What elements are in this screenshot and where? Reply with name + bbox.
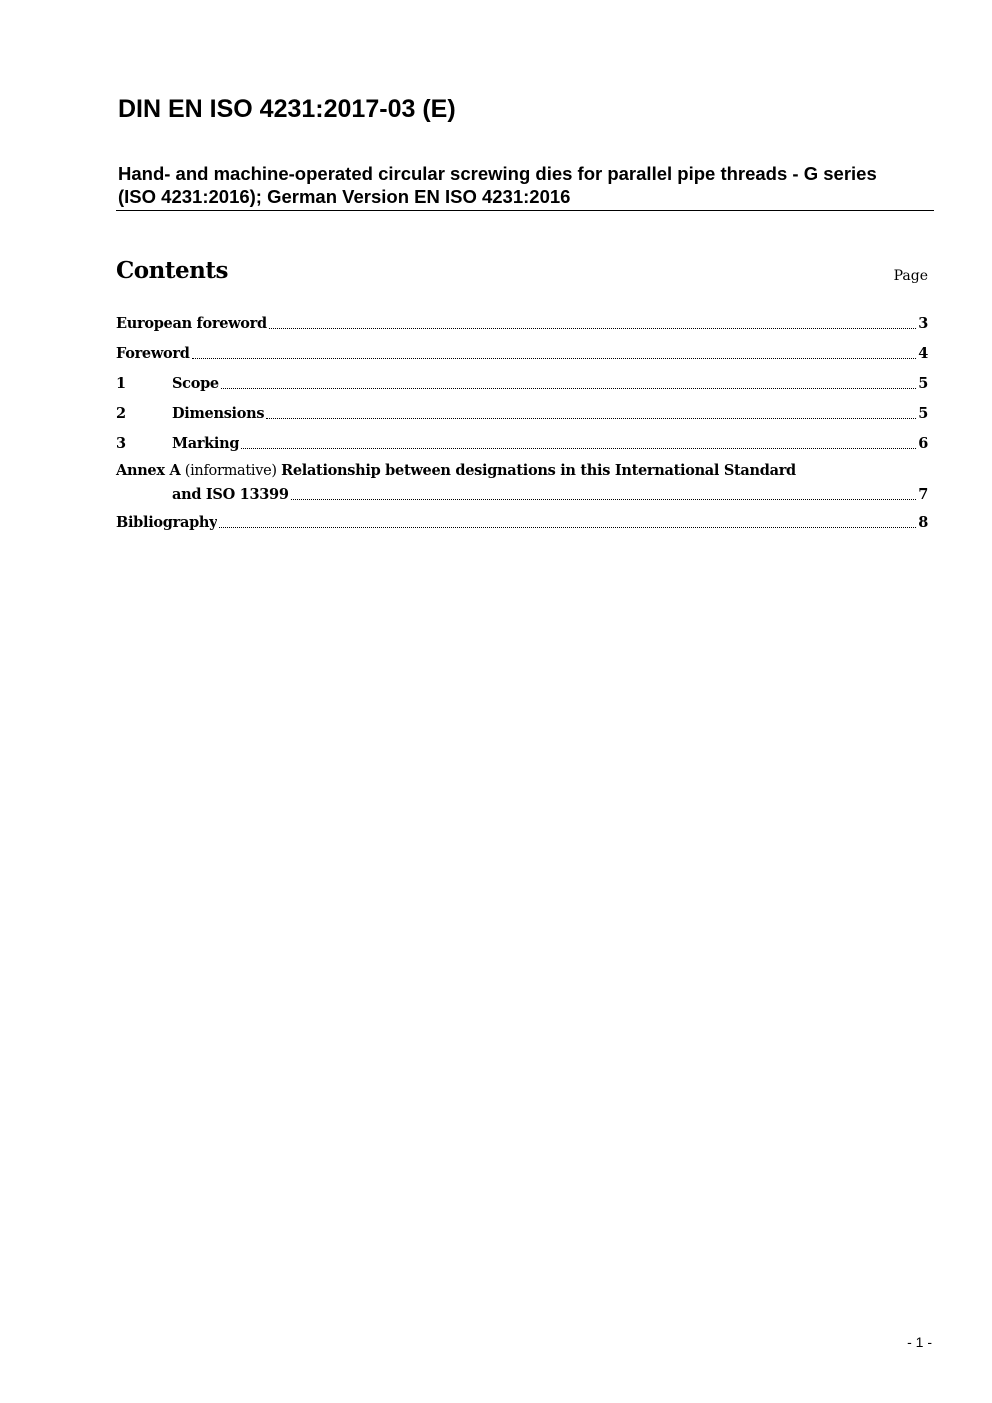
toc-entry-marking[interactable] bbox=[116, 432, 928, 454]
toc-entry-dimensions[interactable] bbox=[116, 402, 928, 424]
toc-entry-annex-a[interactable] bbox=[116, 461, 928, 505]
annex-informative-label: (informative) bbox=[180, 463, 282, 479]
toc-leader bbox=[266, 418, 916, 419]
annex-title-line2: and ISO 13399 bbox=[172, 486, 289, 503]
page-number-footer: - 1 - bbox=[907, 1334, 932, 1350]
toc-entry-title: Marking bbox=[172, 435, 240, 452]
toc-entry-title: Dimensions bbox=[172, 405, 265, 422]
toc-entry-page: 5 bbox=[918, 405, 928, 422]
contents-heading: Contents bbox=[116, 257, 228, 284]
toc-entry-page: 8 bbox=[918, 514, 928, 531]
document-title: Hand- and machine-operated circular screwing dies for parallel pipe threads - G series (ISO 4231:2016); German Version EN ISO 4231:2016 bbox=[118, 163, 877, 207]
toc-entry-number: 3 bbox=[116, 435, 126, 452]
toc-entry-title: Foreword bbox=[116, 345, 190, 362]
toc-leader bbox=[221, 388, 916, 389]
toc-entry-scope[interactable] bbox=[116, 372, 928, 394]
toc-entry-annex-line2 bbox=[116, 483, 928, 505]
toc-leader bbox=[219, 527, 916, 528]
title-rule bbox=[116, 210, 934, 211]
toc-entry-page: 4 bbox=[918, 345, 928, 362]
annex-label: Annex A bbox=[116, 462, 181, 479]
toc-entry-page: 6 bbox=[918, 435, 928, 452]
document-id: DIN EN ISO 4231:2017-03 (E) bbox=[118, 95, 456, 123]
toc-leader bbox=[241, 448, 916, 449]
toc-entry-title: Bibliography bbox=[116, 514, 218, 531]
toc-entry-page: 7 bbox=[918, 486, 928, 503]
toc-leader bbox=[192, 358, 917, 359]
annex-title-line1: Relationship between designations in this International Standard bbox=[281, 462, 796, 479]
toc-entry-annex-line1 bbox=[116, 461, 796, 481]
toc-leader bbox=[269, 328, 916, 329]
page-column-label: Page bbox=[893, 268, 928, 284]
toc-leader bbox=[291, 499, 917, 500]
toc-entry-bibliography[interactable] bbox=[116, 511, 928, 533]
toc-entry-page: 3 bbox=[918, 315, 928, 332]
toc-entry-number: 1 bbox=[116, 375, 126, 392]
toc-entry-european-foreword[interactable] bbox=[116, 312, 928, 334]
toc-entry-title: European foreword bbox=[116, 315, 267, 332]
toc-entry-title: Scope bbox=[172, 375, 219, 392]
toc-entry-page: 5 bbox=[918, 375, 928, 392]
toc-entry-number: 2 bbox=[116, 405, 126, 422]
toc-entry-foreword[interactable] bbox=[116, 342, 928, 364]
